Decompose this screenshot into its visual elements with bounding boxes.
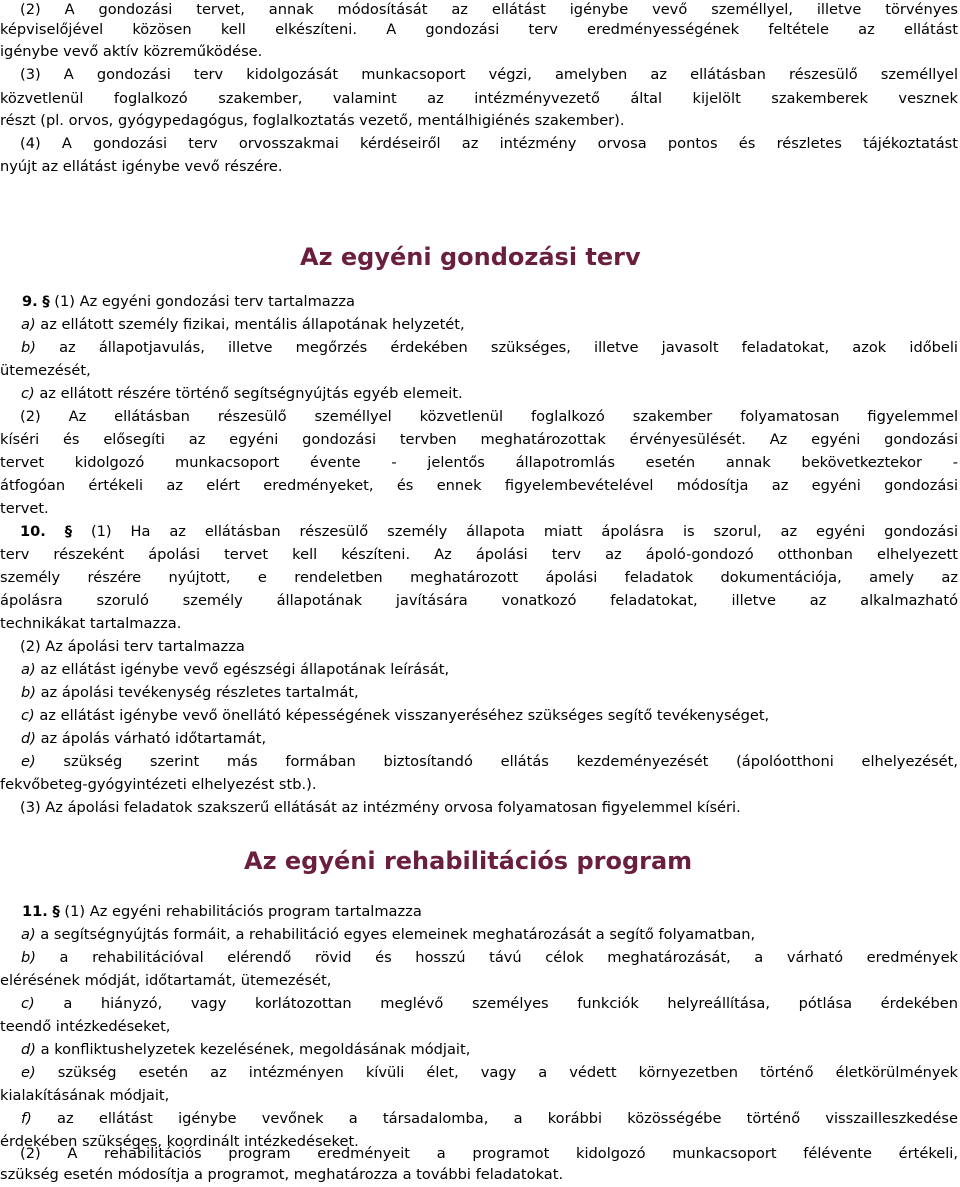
paragraph-sign: §	[64, 523, 73, 540]
text-span: az ellátást igénybe vevő egészségi állapotának leírását,	[35, 661, 450, 678]
text-line: fekvőbeteg-gyógyintézeti elhelyezést stb.).	[0, 776, 317, 793]
text-span: az ellátott részére történő segítségnyújtás egyéb elemeit.	[34, 385, 463, 402]
text-span: az ellátást igénybe vevőnek a társadalomba, a korábbi közösségébe történő visszailleszkedése	[31, 1110, 958, 1127]
text-line: (2) A gondozási tervet, annak módosítását az ellátást igénybe vevő személlyel, illetve törvényes	[20, 1, 958, 18]
text-line: ápolásra szoruló személy állapotának javítására vonatkozó feladatokat, illetve az alkalmazható	[0, 592, 958, 609]
text-line: tervet.	[0, 500, 49, 517]
text-span: az állapotjavulás, illetve megőrzés érdekében szükséges, illetve javasolt feladatokat, azok időbeli	[35, 339, 958, 356]
paragraph-line	[0, 292, 958, 312]
list-marker: b)	[21, 949, 36, 966]
text-line: érdekében szükséges, koordinált intézkedéseket.	[0, 1133, 359, 1150]
section-number: 10.	[20, 523, 46, 540]
text-line: (3) Az ápolási feladatok szakszerű ellátását az intézmény orvosa folyamatosan figyelemmel kíséri.	[20, 799, 741, 816]
text-span: az ellátást igénybe vevő önellátó képességének visszanyeréséhez szükséges segítő tevékenységet,	[34, 707, 770, 724]
text-line: tervet kidolgozó munkacsoport évente - jelentős állapotromlás esetén annak bekövetkeztekor -	[0, 454, 958, 471]
list-marker: f)	[21, 1110, 32, 1127]
list-item	[0, 925, 958, 945]
text-span: az ápolás várható időtartamát,	[35, 730, 267, 747]
list-marker: a)	[21, 926, 36, 943]
list-item	[0, 1063, 958, 1083]
list-item	[0, 706, 958, 726]
text-span: a rehabilitációval elérendő rövid és hosszú távú célok meghatározását, a várható eredmények	[35, 949, 958, 966]
list-marker: a)	[21, 661, 36, 678]
list-marker: d)	[21, 730, 36, 747]
text-line: terv részeként ápolási tervet kell készíteni. Az ápolási terv az ápoló-gondozó otthonban elhelyezett	[0, 546, 958, 563]
text-line: képviselőjével közösen kell elkészíteni. A gondozási terv eredményességének feltétele az ellátást	[0, 21, 958, 38]
text-line: közvetlenül foglalkozó szakember, valamint az intézményvezető által kijelölt szakemberek vesznek	[0, 90, 958, 107]
list-marker: c)	[21, 707, 35, 724]
text-span: szükség szerint más formában biztosítandó ellátás kezdeményezését (ápolóotthoni elhelyezését,	[35, 753, 958, 770]
list-item	[0, 660, 958, 680]
text-line: teendő intézkedéseket,	[0, 1018, 171, 1035]
text-span: szükség esetén az intézményen kívüli élet, vagy a védett környezetben történő életkörülmények	[35, 1064, 958, 1081]
list-item	[0, 752, 958, 772]
list-item	[0, 384, 958, 404]
list-item	[0, 1040, 958, 1060]
list-item	[0, 948, 958, 968]
paragraph-sign: §	[52, 903, 60, 920]
paragraph-line	[0, 902, 958, 922]
list-marker: c)	[21, 385, 35, 402]
text-line: személy részére nyújtott, e rendeletben meghatározott ápolási feladatok dokumentációja, amely az	[0, 569, 958, 586]
section-number: 9.	[22, 293, 38, 310]
text-line: (2) Az ápolási terv tartalmazza	[20, 638, 245, 655]
list-item	[0, 729, 958, 749]
list-item	[0, 315, 958, 335]
section-heading: Az egyéni rehabilitációs program	[244, 847, 693, 875]
list-marker: a)	[21, 316, 36, 333]
text-span: a hiányzó, vagy korlátozottan meglévő személyes funkciók helyreállítása, pótlása érdekében	[34, 995, 958, 1012]
section-heading: Az egyéni gondozási terv	[300, 243, 641, 271]
text-line: technikákat tartalmazza.	[0, 615, 182, 632]
paragraph-line	[0, 522, 958, 542]
text-line: igénybe vevő aktív közreműködése.	[0, 43, 263, 60]
text-line: részt (pl. orvos, gyógypedagógus, foglalkoztatás vezető, mentálhigiénés szakember).	[0, 112, 625, 129]
text-line: elérésének módját, időtartamát, ütemezését,	[0, 972, 332, 989]
text-span: (1) Az egyéni rehabilitációs program tartalmazza	[59, 903, 422, 920]
text-line: (2) Az ellátásban részesülő személlyel közvetlenül foglalkozó szakember folyamatosan figyelemmel	[20, 408, 958, 425]
list-marker: b)	[21, 339, 36, 356]
list-item	[0, 994, 958, 1014]
text-line: kíséri és elősegíti az egyéni gondozási tervben meghatározottak érvényesülését. Az egyéni gondozási	[0, 431, 958, 448]
list-item	[0, 1109, 958, 1129]
text-line: (2) A rehabilitációs program eredményeit a programot kidolgozó munkacsoport félévente értékeli,	[20, 1145, 958, 1162]
text-span: (1) Az egyéni gondozási terv tartalmazza	[49, 293, 355, 310]
list-marker: c)	[21, 995, 35, 1012]
list-item	[0, 683, 958, 703]
text-span: az ápolási tevékenység részletes tartalmát,	[35, 684, 359, 701]
list-marker: e)	[21, 1064, 36, 1081]
text-span: (1) Ha az ellátásban részesülő személy állapota miatt ápolásra is szorul, az egyéni gondozási	[72, 523, 958, 540]
list-marker: b)	[21, 684, 36, 701]
paragraph-sign: §	[42, 293, 50, 310]
text-line: szükség esetén módosítja a programot, meghatározza a további feladatokat.	[0, 1166, 564, 1183]
text-line: (3) A gondozási terv kidolgozását munkacsoport végzi, amelyben az ellátásban részesülő személlyel	[20, 66, 958, 83]
text-line: átfogóan értékeli az elért eredményeket, és ennek figyelembevételével módosítja az egyéni gondozási	[0, 477, 958, 494]
text-line: kialakításának módjait,	[0, 1087, 170, 1104]
text-line: (4) A gondozási terv orvosszakmai kérdéseiről az intézmény orvosa pontos és részletes tájékoztatást	[20, 135, 958, 152]
text-span: a segítségnyújtás formáit, a rehabilitáció egyes elemeinek meghatározását a segítő folyamatban,	[35, 926, 756, 943]
text-span: a konfliktushelyzetek kezelésének, megoldásának módjait,	[35, 1041, 471, 1058]
text-span: az ellátott személy fizikai, mentális állapotának helyzetét,	[35, 316, 465, 333]
text-line: nyújt az ellátást igénybe vevő részére.	[0, 158, 283, 175]
section-number: 11.	[22, 903, 48, 920]
list-item	[0, 338, 958, 358]
list-marker: e)	[21, 753, 36, 770]
text-line: ütemezését,	[0, 362, 91, 379]
list-marker: d)	[21, 1041, 36, 1058]
